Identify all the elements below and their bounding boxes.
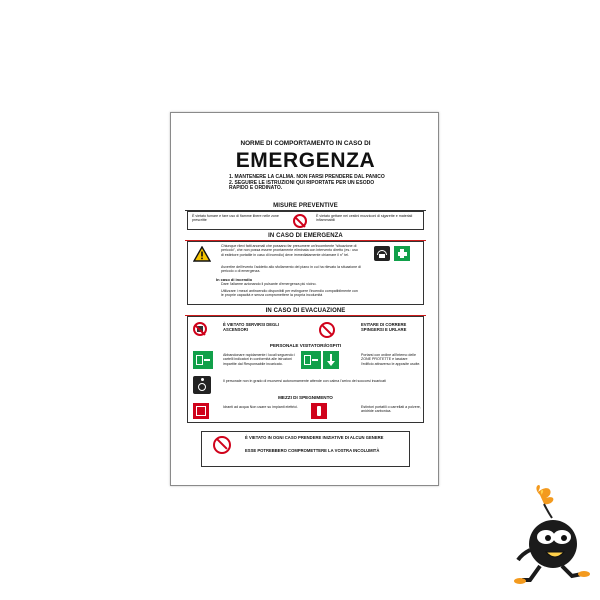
sign-title: EMERGENZA xyxy=(235,149,376,172)
sign-subtitle: NORME DI COMPORTAMENTO IN CASO DI xyxy=(240,140,371,147)
fire-label: In caso di incendio xyxy=(216,277,253,282)
exit-right-icon xyxy=(301,351,321,369)
disabled-icon xyxy=(193,376,211,394)
no-fire-icon xyxy=(293,214,307,228)
exit-right-text: Portarsi con ordine all'interno delle ZONE PROTETTE e lasciare l'edificio attraverso le apposite uscite. xyxy=(361,353,421,366)
exit-left-icon xyxy=(193,351,213,369)
disabled-text: Il personale non in grado di muoversi autonomamente attende con calma l'arrivo dei soccorsi incaricati xyxy=(223,379,386,383)
exit-left-text: Abbandonare rapidamente i locali seguendo i cartelli indicatori in conformità alle istruzioni impartite dal Responsabile incaricato. xyxy=(223,353,296,366)
first-aid-icon xyxy=(394,246,410,261)
no-lift-icon xyxy=(193,322,207,336)
warning-icon xyxy=(193,246,211,262)
extinguisher-text: Utilizzare i mezzi antincendio disponibili per estinguere l'incendio compatibilmente con le proprie capacità e senza compromettere la propria incolumità xyxy=(221,289,358,298)
arrow-down-icon xyxy=(323,351,339,369)
footer-text-2: ESSE POTREBBERO COMPROMETTERE LA VOSTRA INCOLUMITÀ xyxy=(245,448,380,453)
bomb-mascot-logo xyxy=(500,480,595,590)
no-lifts-text: È VIETATO SERVIRSI DEGLI ASCENSORI xyxy=(223,322,279,333)
no-run-icon xyxy=(319,322,335,338)
preventive-left-text: È vietato fumare e fare uso di fiamme libere nelle zone prescritte xyxy=(192,214,279,223)
hydrant-text: Idranti ad acqua Non usare su impianti elettrici. xyxy=(223,405,298,409)
footer-no-icon xyxy=(213,436,231,454)
staff-title: PERSONALE VISITATORI/OSPITI xyxy=(269,343,342,348)
emergency-sign xyxy=(170,112,439,486)
preventive-right-text: È vietato gettare nei cestini mozziconi di sigarette e materiali infiammabili xyxy=(316,214,413,223)
rule-1: 1. MANTENERE LA CALMA. NON FARSI PRENDERE DAL PANICO xyxy=(229,174,385,180)
no-run-text: EVITARE DI CORRERE SPINGERSI E URLARE xyxy=(361,322,407,333)
rule-2: 2. SEGUIRE LE ISTRUZIONI QUI RIPORTATE PER UN ESODO RAPIDO E ORDINATO. xyxy=(229,180,375,192)
evacuation-title: IN CASO DI EVACUAZIONE xyxy=(265,308,346,314)
hydrant-icon xyxy=(193,403,209,419)
emergency-text-1: Chiunque rilevi fatti anomali che possano far presumere un'incombente "situazione di pericolo", che non possa essere prontamente eliminata con intervento diretto (es.: uso di estintore portatile in caso di incendio) deve immediatamente chiamare il n° tel. xyxy=(221,244,358,257)
phone-icon xyxy=(374,246,390,261)
emergency-text-2: Avvertire dell'evento l'addetto allo sfollamento del piano in cui ha rilevato la situazione di pericolo o di emergenza. xyxy=(221,265,361,274)
means-title: MEZZI DI SPEGNIMENTO xyxy=(278,395,333,400)
emergency-title: IN CASO DI EMERGENZA xyxy=(268,233,343,239)
extinguisher-icon xyxy=(311,403,327,419)
preventive-title: MISURE PREVENTIVE xyxy=(273,203,338,209)
fire-text: Dare l'allarme azionando il pulsante d'emergenza più vicino. xyxy=(221,282,317,286)
footer-text-1: È VIETATO IN OGNI CASO PRENDERE INIZIATIVE DI ALCUN GENERE xyxy=(245,435,384,440)
extinguisher-means-text: Estintori portatili o carrellati a polvere, anidride carbonica. xyxy=(361,405,421,414)
